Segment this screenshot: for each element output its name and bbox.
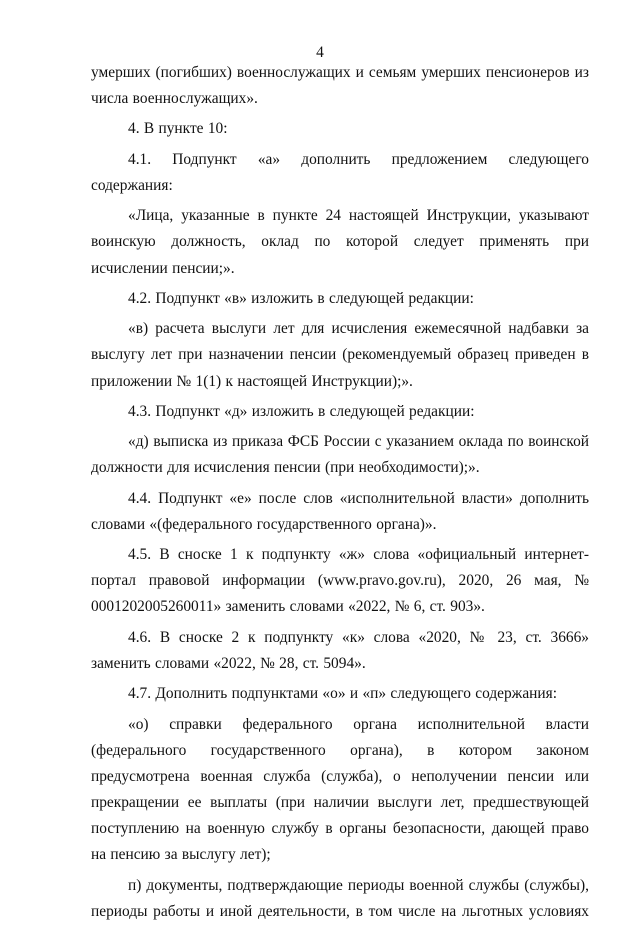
paragraph-quote-d: «д) выписка из приказа ФСБ России с указанием оклада по воинской должности для исчисления пенсии (при необходимости);». xyxy=(91,433,589,477)
paragraph-item-4-1: 4.1. Подпункт «а» дополнить предложением следующего содержания: xyxy=(91,150,589,194)
page-number: 4 xyxy=(316,44,324,61)
paragraph-item-4-6: 4.6. В сноске 2 к подпункту «к» слова «2020, № 23, ст. 3666» заменить словами «2022, № 28, ст. 5094». xyxy=(91,628,589,672)
paragraph-continuation: умерших (погибших) военнослужащих и семьям умерших пенсионеров из числа военнослужащих». xyxy=(91,64,589,108)
paragraph-item-4-4: 4.4. Подпункт «е» после слов «исполнительной власти» дополнить словами «(федерального государственного органа)». xyxy=(91,489,589,533)
paragraph-quote-p: п) документы, подтверждающие периоды военной службы (службы), периоды работы и иной деятельности, в том числе на льготных условиях xyxy=(91,876,589,920)
paragraph-item-4: 4. В пункте 10: xyxy=(128,120,228,138)
paragraph-quote-persons: «Лица, указанные в пункте 24 настоящей Инструкции, указывают воинскую должность, оклад по которой следует применять при исчислении пенсии;». xyxy=(91,207,589,277)
paragraph-item-4-3: 4.3. Подпункт «д» изложить в следующей редакции: xyxy=(128,402,475,420)
paragraph-quote-v: «в) расчета выслуги лет для исчисления ежемесячной надбавки за выслугу лет при назначении пенсии (рекомендуемый образец приведен в приложении № 1(1) к настоящей Инструкции);». xyxy=(91,320,589,390)
document-body xyxy=(91,60,589,929)
paragraph-item-4-2: 4.2. Подпункт «в» изложить в следующей редакции: xyxy=(128,289,474,307)
paragraph-item-4-5: 4.5. В сноске 1 к подпункту «ж» слова «официальный интернет-портал правовой информации (www.pravo.gov.ru), 2020, 26 мая, № 0001202005260011» заменить словами «2022, № 6, ст. 903». xyxy=(91,546,589,616)
paragraph-quote-o: «о) справки федерального органа исполнительной власти (федерального государственного органа), в котором законом предусмотрена военная служба (служба), о неполучении пенсии или прекращении ее выплаты (при наличии выслуги лет, предшествующей поступлению на военную службу в органы безопасности, дающей право на пенсию за выслугу лет); xyxy=(91,715,589,864)
paragraph-item-4-7: 4.7. Дополнить подпунктами «о» и «п» следующего содержания: xyxy=(128,685,557,703)
